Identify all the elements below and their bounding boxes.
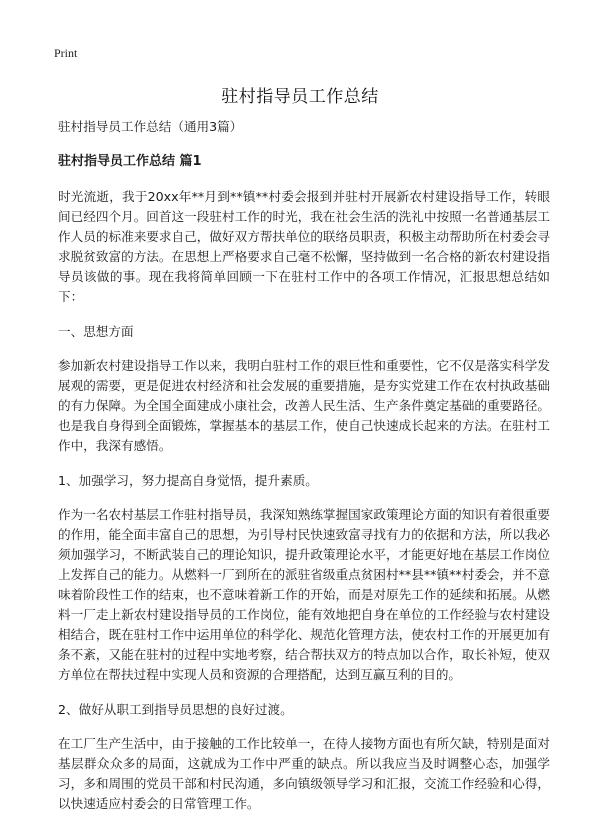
paragraph-intro: 时光流逝，我于20xx年**月到**镇**村委会报到并驻村开展新农村建设指导工作，转眼间已经四个月。回首这一段驻村工作的时光，我在社会生活的洗礼中按照一名普通基层工作人员的标准来要求自己，做好双方帮扶单位的联络员职责，积极主动帮助所在村委会寻求脱贫致富的方法。在思想上严格要求自己毫不松懈，坚持做到一名合格的新农村建设指导员该做的事。现在我将简单回顾一下在驻村工作中的各项工作情况，汇报思想总结如下：	[58, 189, 550, 304]
paragraph-study: 作为一名农村基层工作驻村指导员，我深知熟练掌握国家政策理论方面的知识有着很重要的作用，能全面丰富自己的思想，为引导村民快速致富寻找有力的依据和方法，所以我必须加强学习，不断武装自己的理论知识，提升政策理论水平，才能更好地在基层工作岗位上发挥自己的能力。从燃料一厂到所在的派驻省级重点贫困村**县**镇**村委会，并不意味着阶段性工作的结束，也不意味着新工作的开始，而是对原先工作的延续和拓展。从燃料一厂走上新农村建设指导员的工作岗位，能有效地把自身在单位的工作经验与农村建设相结合，既在驻村工作中运用单位的科学化、规范化管理方法，使农村工作的开展更加有条不紊，又能在驻村的过程中实地考察，结合帮扶双方的特点加以合作，取长补短，使双方单位在帮扶过程中实现人员和资源的合理搭配，达到互赢互利的目的。	[58, 507, 550, 682]
paragraph-transition: 在工厂生产生活中，由于接触的工作比较单一，在待人接物方面也有所欠缺，特别是面对基层群众众多的局面，这就成为工作中严重的缺点。所以我应当及时调整心态，加强学习，多和周围的党员干部和村民沟通，多向镇级领导学习和汇报，交流工作经验和心得，以快速适应村委会的日常管理工作。	[58, 736, 550, 811]
heading-transition: 2、做好从职工到指导员思想的良好过渡。	[58, 702, 293, 717]
heading-strengthen-study: 1、加强学习，努力提高自身觉悟，提升素质。	[58, 473, 318, 488]
print-link[interactable]: Print	[54, 46, 78, 60]
paragraph-thought: 参加新农村建设指导工作以来，我明白驻村工作的艰巨性和重要性，它不仅是落实科学发展观的需要，更是促进农村经济和社会发展的重要措施，是夯实党建工作在农村执政基础的有力保障。为全国全面建成小康社会，改善人民生活、生产条件奠定基础的重要路径。也是我自身得到全面锻炼，掌握基本的基层工作，使自己快速成长起来的方法。在驻村工作中，我深有感悟。	[58, 358, 550, 453]
section-title: 驻村指导员工作总结 篇1	[58, 154, 202, 169]
document-body	[58, 118, 550, 829]
page-title: 驻村指导员工作总结	[221, 87, 379, 107]
document-subtitle: 驻村指导员工作总结（通用3篇）	[58, 119, 243, 134]
heading-thought-aspect: 一、思想方面	[58, 324, 134, 339]
